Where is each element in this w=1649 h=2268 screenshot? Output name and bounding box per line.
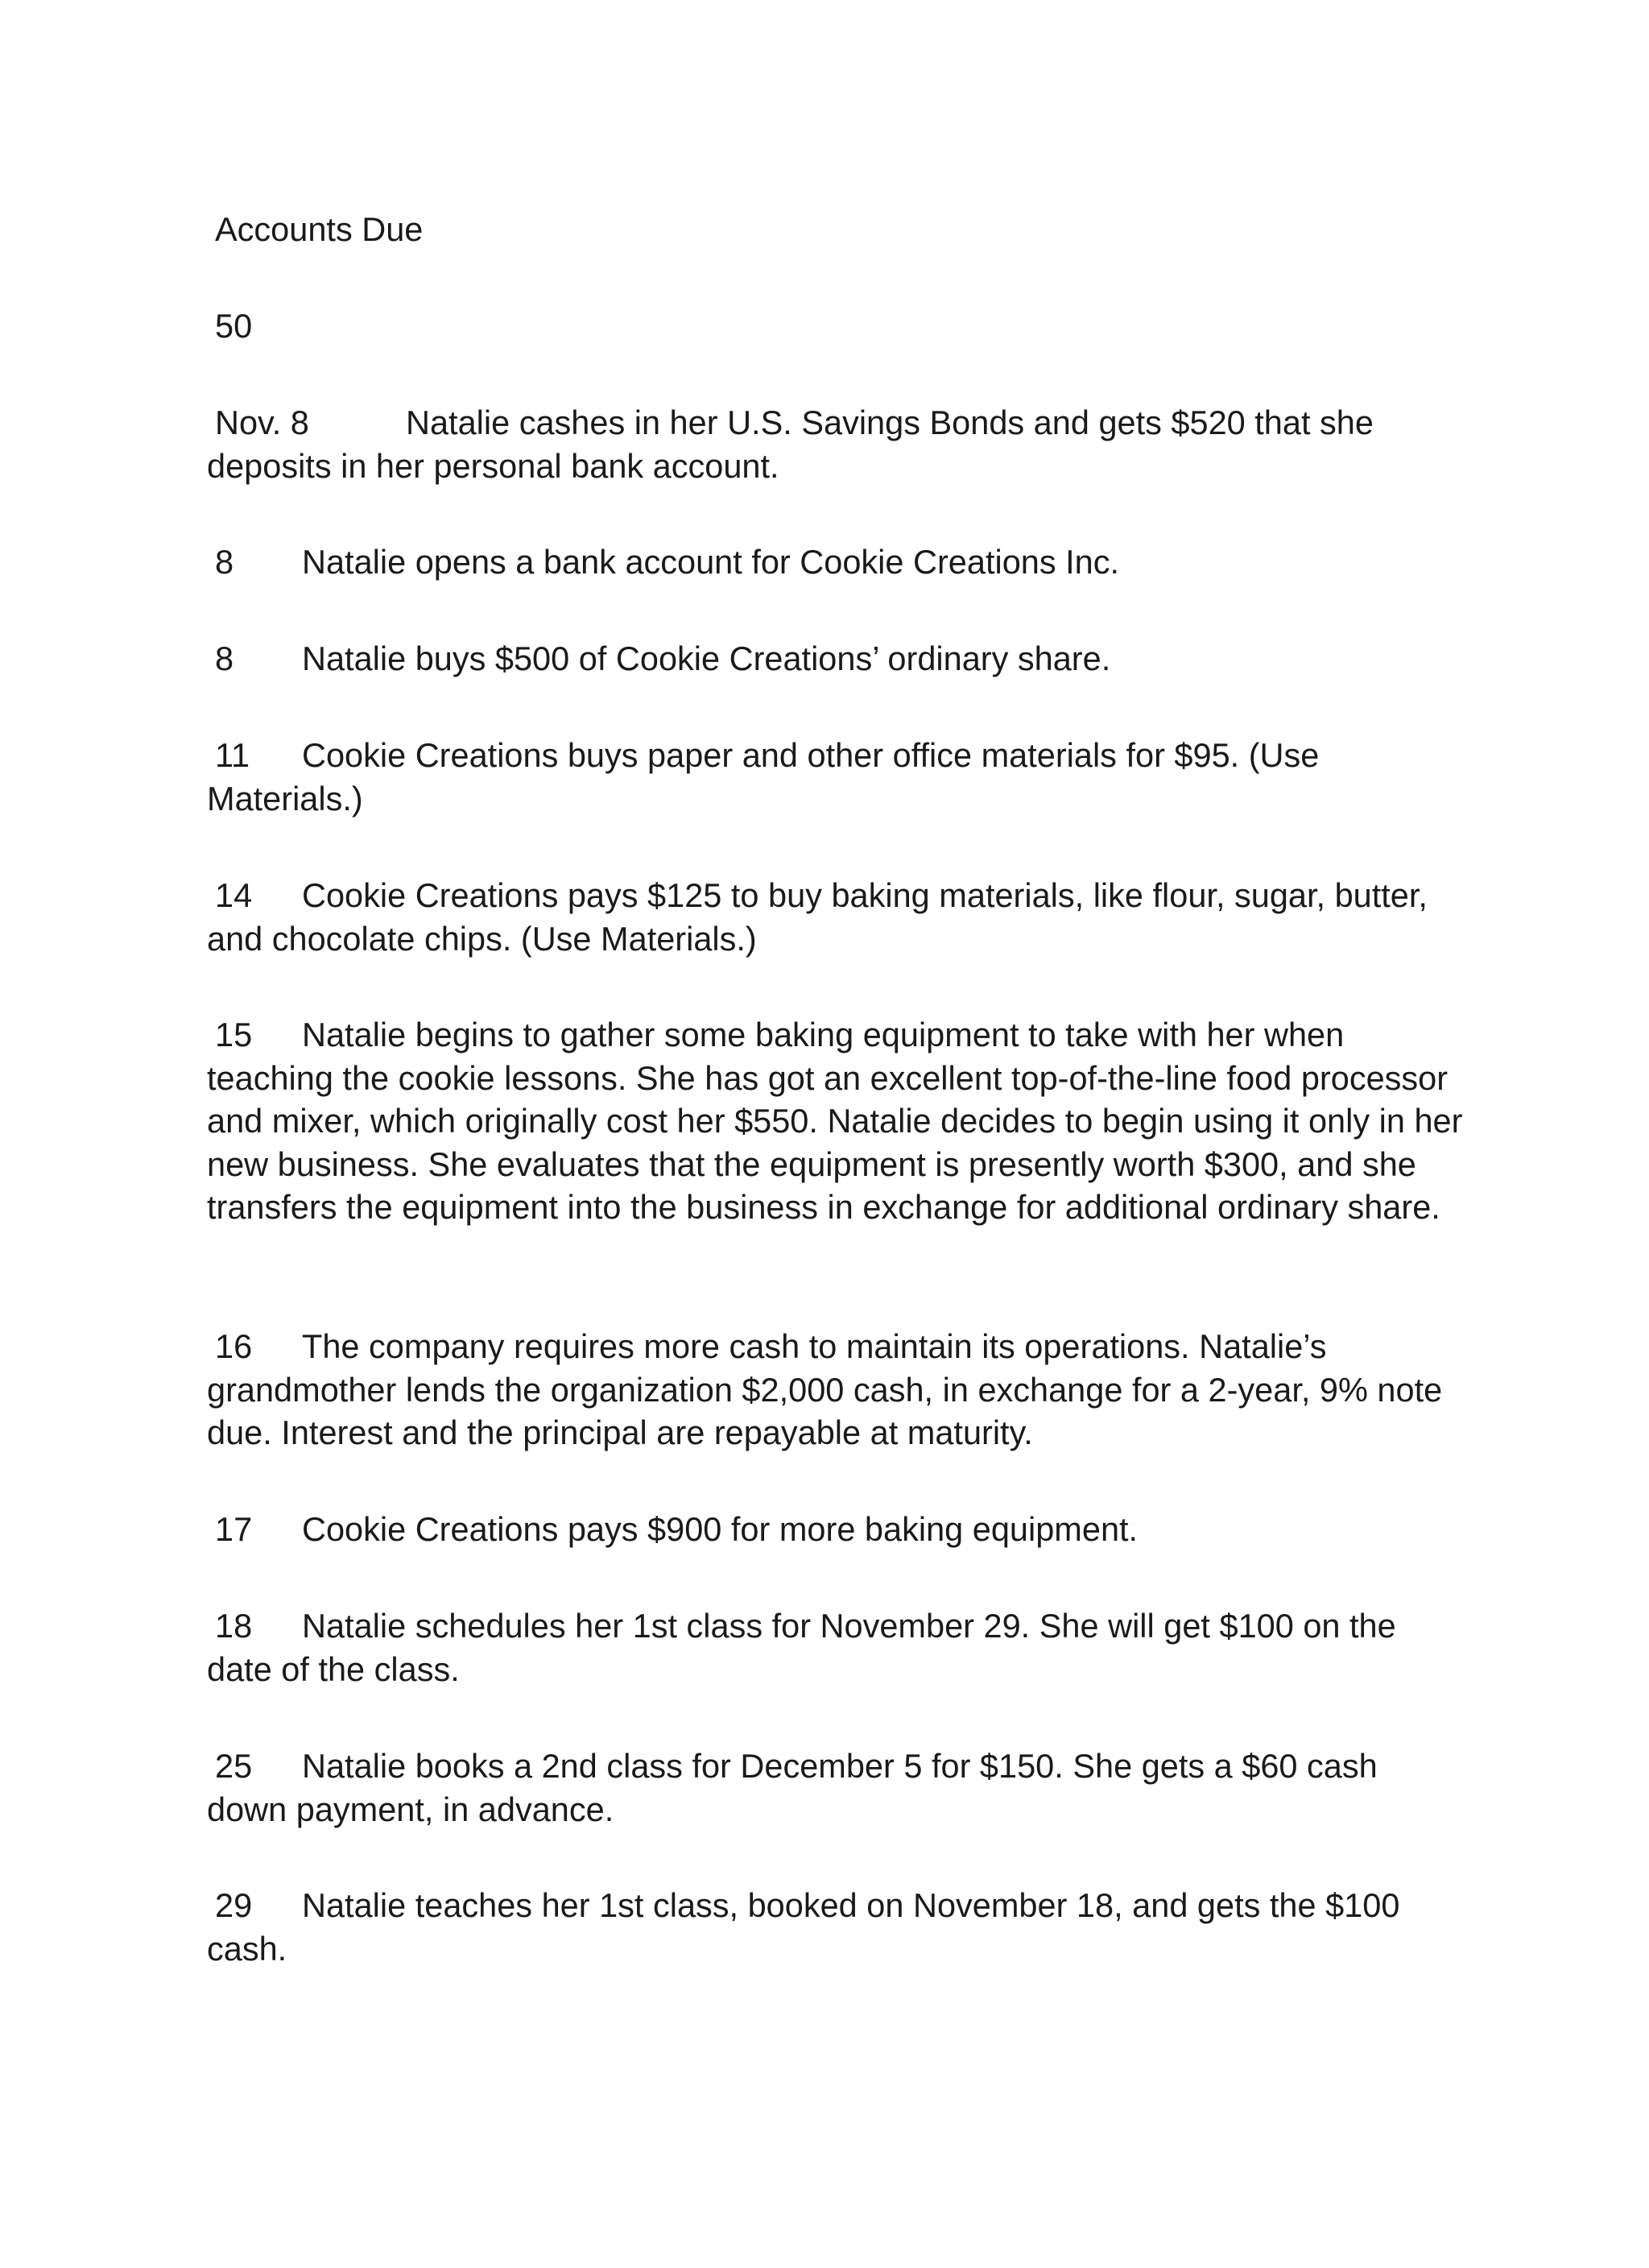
- entry-date: 18: [215, 1607, 253, 1645]
- entry-description: Natalie schedules her 1st class for November 29. She will get $100 on the: [302, 1607, 1396, 1645]
- transaction-entry: [207, 1884, 1479, 1970]
- entry-date: 8: [215, 639, 234, 677]
- entry-date: Nov. 8: [215, 404, 309, 441]
- transaction-entry: [207, 1325, 1479, 1455]
- page-number-text: 50: [215, 307, 253, 345]
- entry-continuation: Materials.): [207, 779, 363, 817]
- transaction-entry: [207, 734, 1479, 820]
- entry-date: 16: [215, 1327, 253, 1365]
- page-heading: [207, 208, 1479, 251]
- transaction-entry: [207, 540, 1479, 584]
- entry-description: Natalie buys $500 of Cookie Creations’ ordinary share.: [302, 639, 1111, 677]
- entry-continuation: grandmother lends the organization $2,000 cash, in exchange for a 2-year, 9% note due. Interest and the principal are repayable at maturity.: [207, 1370, 1443, 1451]
- entry-description: Cookie Creations pays $125 to buy baking materials, like flour, sugar, butter,: [302, 876, 1428, 914]
- transaction-entry: [207, 401, 1479, 487]
- entry-continuation: teaching the cookie lessons. She has got an excellent top-of-the-line food processor and mixer, which originally cost her $550. Natalie decides to begin using it only in her new business. She evaluates that the equipment is presently worth $300, and she transfers the equipment into the business in exchange for additional ordinary share.: [207, 1058, 1463, 1226]
- entry-description: Natalie teaches her 1st class, booked on November 18, and gets the $100: [302, 1886, 1400, 1924]
- page-number: [207, 304, 1479, 348]
- entry-date: 8: [215, 543, 234, 581]
- entry-date: 29: [215, 1886, 253, 1924]
- entry-date: 15: [215, 1016, 253, 1053]
- heading-text: Accounts Due: [215, 210, 424, 248]
- entry-description: Natalie books a 2nd class for December 5 for $150. She gets a $60 cash: [302, 1747, 1378, 1785]
- entry-date: 25: [215, 1747, 253, 1785]
- entry-continuation: deposits in her personal bank account.: [207, 446, 779, 485]
- transaction-entry: [207, 637, 1479, 681]
- transaction-entry: [207, 1013, 1479, 1229]
- transaction-entry: [207, 1744, 1479, 1831]
- entry-continuation: cash.: [207, 1929, 287, 1968]
- transaction-entry: [207, 1604, 1479, 1691]
- entry-date: 14: [215, 876, 253, 914]
- entry-continuation: date of the class.: [207, 1649, 460, 1688]
- entry-description: The company requires more cash to maintain its operations. Natalie’s: [302, 1327, 1327, 1365]
- entry-description: Cookie Creations pays $900 for more baking equipment.: [302, 1510, 1139, 1548]
- entry-description: Natalie cashes in her U.S. Savings Bonds and gets $520 that she: [406, 404, 1374, 441]
- entry-description: Natalie opens a bank account for Cookie Creations Inc.: [302, 543, 1120, 581]
- entry-date: 17: [215, 1510, 253, 1548]
- entry-description: Natalie begins to gather some baking equipment to take with her when: [302, 1016, 1345, 1053]
- entry-date: 11: [215, 736, 250, 774]
- entry-continuation: and chocolate chips. (Use Materials.): [207, 919, 757, 958]
- transaction-entry: [207, 1508, 1479, 1551]
- transaction-entry: [207, 874, 1479, 960]
- entry-description: Cookie Creations buys paper and other office materials for $95. (Use: [302, 736, 1320, 774]
- entry-continuation: down payment, in advance.: [207, 1790, 614, 1828]
